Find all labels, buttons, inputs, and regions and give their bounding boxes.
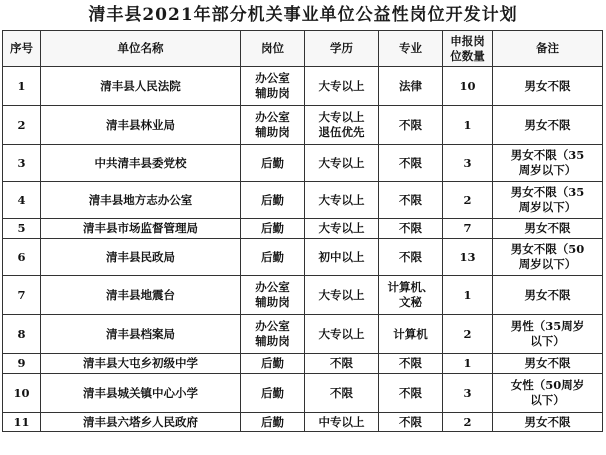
- cell-edu-text: 大专以上: [318, 78, 365, 93]
- cell-no: 7: [3, 276, 41, 315]
- cell-post: [241, 315, 305, 354]
- cell-major-text: 法律: [399, 78, 422, 93]
- header-note: 备注: [493, 31, 603, 67]
- table-row: [3, 354, 603, 374]
- cell-count: 2: [443, 315, 493, 354]
- cell-no: 6: [3, 239, 41, 276]
- header-no: 序号: [3, 31, 41, 67]
- header-post: 岗位: [241, 31, 305, 67]
- cell-major: [379, 182, 443, 219]
- cell-post-text: 后勤: [261, 414, 284, 429]
- table-row: [3, 182, 603, 219]
- cell-major: [379, 67, 443, 106]
- cell-major: [379, 106, 443, 145]
- cell-edu-text: 大专以上: [318, 155, 365, 170]
- cell-note: [493, 219, 603, 239]
- cell-edu-text: 中专以上: [318, 414, 365, 429]
- cell-note: [493, 374, 603, 413]
- cell-post-text: 后勤: [261, 155, 284, 170]
- cell-unit: 清丰县市场监督管理局: [41, 219, 241, 239]
- cell-count: 3: [443, 145, 493, 182]
- cell-major: [379, 374, 443, 413]
- cell-post: [241, 239, 305, 276]
- cell-post: [241, 67, 305, 106]
- cell-note: [493, 413, 603, 432]
- cell-post: [241, 354, 305, 374]
- cell-post: [241, 276, 305, 315]
- cell-edu-text: 大专以上: [318, 221, 365, 235]
- cell-note-text: 男女不限: [524, 414, 571, 429]
- cell-post-text: 后勤: [261, 385, 284, 400]
- cell-edu-text: 大专以上 退伍优先: [318, 110, 365, 139]
- cell-no: 9: [3, 354, 41, 374]
- cell-unit: 清丰县人民法院: [41, 67, 241, 106]
- header-unit: 单位名称: [41, 31, 241, 67]
- cell-edu-text: 大专以上: [318, 287, 365, 302]
- cell-post: [241, 374, 305, 413]
- cell-major-text: 不限: [399, 117, 422, 132]
- page-title: 清丰县2021年部分机关事业单位公益性岗位开发计划: [88, 5, 518, 25]
- cell-major-text: 不限: [399, 414, 422, 429]
- cell-major: [379, 315, 443, 354]
- cell-edu-text: 大专以上: [318, 326, 365, 341]
- table-row: [3, 219, 603, 239]
- cell-unit: 清丰县大屯乡初级中学: [41, 354, 241, 374]
- cell-post-text: 办公室 辅助岗: [255, 110, 290, 139]
- cell-post-text: 办公室 辅助岗: [255, 280, 290, 309]
- cell-no: 3: [3, 145, 41, 182]
- cell-edu: [305, 219, 379, 239]
- cell-major-text: 计算机: [393, 326, 428, 341]
- table-row: [3, 315, 603, 354]
- cell-post: [241, 413, 305, 432]
- table-row: [3, 106, 603, 145]
- cell-count: 13: [443, 239, 493, 276]
- header-major: 专业: [379, 31, 443, 67]
- cell-major-text: 不限: [399, 385, 422, 400]
- cell-edu: [305, 67, 379, 106]
- cell-note-text: 男女不限: [524, 356, 571, 370]
- cell-note: [493, 106, 603, 145]
- table-row: [3, 239, 603, 276]
- cell-post: [241, 145, 305, 182]
- cell-count: 1: [443, 106, 493, 145]
- cell-edu: [305, 145, 379, 182]
- cell-major-text: 不限: [399, 155, 422, 170]
- cell-no: 11: [3, 413, 41, 432]
- cell-unit: 清丰县地震台: [41, 276, 241, 315]
- table-row: [3, 413, 603, 432]
- cell-edu: [305, 354, 379, 374]
- cell-unit: 中共清丰县委党校: [41, 145, 241, 182]
- cell-post-text: 后勤: [261, 356, 284, 370]
- cell-count: 1: [443, 276, 493, 315]
- cell-edu: [305, 276, 379, 315]
- cell-count: 1: [443, 354, 493, 374]
- cell-major-text: 计算机、 文秘: [387, 280, 434, 309]
- cell-unit: 清丰县地方志办公室: [41, 182, 241, 219]
- cell-edu: [305, 413, 379, 432]
- cell-post-text: 后勤: [261, 221, 284, 235]
- cell-edu-text: 大专以上: [318, 192, 365, 207]
- cell-no: 8: [3, 315, 41, 354]
- cell-note: [493, 239, 603, 276]
- cell-post-text: 后勤: [261, 249, 284, 264]
- cell-note-text: 男性（35周岁 以下）: [510, 319, 585, 348]
- cell-note: [493, 276, 603, 315]
- cell-note-text: 男女不限（50 周岁以下）: [510, 242, 585, 271]
- cell-unit: 清丰县档案局: [41, 315, 241, 354]
- cell-unit: 清丰县民政局: [41, 239, 241, 276]
- cell-edu-text: 不限: [330, 385, 353, 400]
- cell-note: [493, 182, 603, 219]
- job-plan-table: [2, 30, 603, 432]
- cell-major: [379, 145, 443, 182]
- cell-note-text: 男女不限: [524, 78, 571, 93]
- cell-edu: [305, 239, 379, 276]
- cell-no: 5: [3, 219, 41, 239]
- cell-count: 3: [443, 374, 493, 413]
- cell-major-text: 不限: [399, 192, 422, 207]
- header-count: 申报岗位数量: [443, 31, 493, 67]
- cell-unit: 清丰县林业局: [41, 106, 241, 145]
- cell-no: 1: [3, 67, 41, 106]
- cell-note: [493, 67, 603, 106]
- cell-note: [493, 315, 603, 354]
- cell-major: [379, 413, 443, 432]
- cell-post: [241, 182, 305, 219]
- cell-major-text: 不限: [399, 249, 422, 264]
- table-row: [3, 374, 603, 413]
- cell-major: [379, 276, 443, 315]
- cell-edu: [305, 315, 379, 354]
- cell-note: [493, 354, 603, 374]
- cell-count: 7: [443, 219, 493, 239]
- cell-count: 2: [443, 413, 493, 432]
- cell-note-text: 男女不限（35 周岁以下）: [510, 185, 585, 214]
- cell-no: 10: [3, 374, 41, 413]
- cell-note: [493, 145, 603, 182]
- cell-note-text: 女性（50周岁 以下）: [510, 378, 585, 407]
- cell-note-text: 男女不限: [524, 117, 571, 132]
- cell-unit: 清丰县城关镇中心小学: [41, 374, 241, 413]
- table-row: [3, 67, 603, 106]
- cell-count: 2: [443, 182, 493, 219]
- cell-major-text: 不限: [399, 221, 422, 235]
- cell-edu: [305, 106, 379, 145]
- cell-count: 10: [443, 67, 493, 106]
- cell-post-text: 后勤: [261, 192, 284, 207]
- cell-note-text: 男女不限: [524, 287, 571, 302]
- cell-post-text: 办公室 辅助岗: [255, 71, 290, 100]
- cell-post: [241, 106, 305, 145]
- cell-no: 2: [3, 106, 41, 145]
- cell-edu-text: 初中以上: [318, 249, 365, 264]
- cell-edu: [305, 374, 379, 413]
- cell-major-text: 不限: [399, 356, 422, 370]
- header-edu: 学历: [305, 31, 379, 67]
- table-header-row: [3, 31, 603, 67]
- cell-major: [379, 239, 443, 276]
- cell-major: [379, 354, 443, 374]
- table-row: [3, 145, 603, 182]
- cell-no: 4: [3, 182, 41, 219]
- table-row: [3, 276, 603, 315]
- cell-post-text: 办公室 辅助岗: [255, 319, 290, 348]
- cell-note-text: 男女不限: [524, 221, 571, 235]
- cell-post: [241, 219, 305, 239]
- cell-edu: [305, 182, 379, 219]
- cell-major: [379, 219, 443, 239]
- cell-unit: 清丰县六塔乡人民政府: [41, 413, 241, 432]
- cell-note-text: 男女不限（35 周岁以下）: [510, 148, 585, 177]
- cell-edu-text: 不限: [330, 356, 353, 370]
